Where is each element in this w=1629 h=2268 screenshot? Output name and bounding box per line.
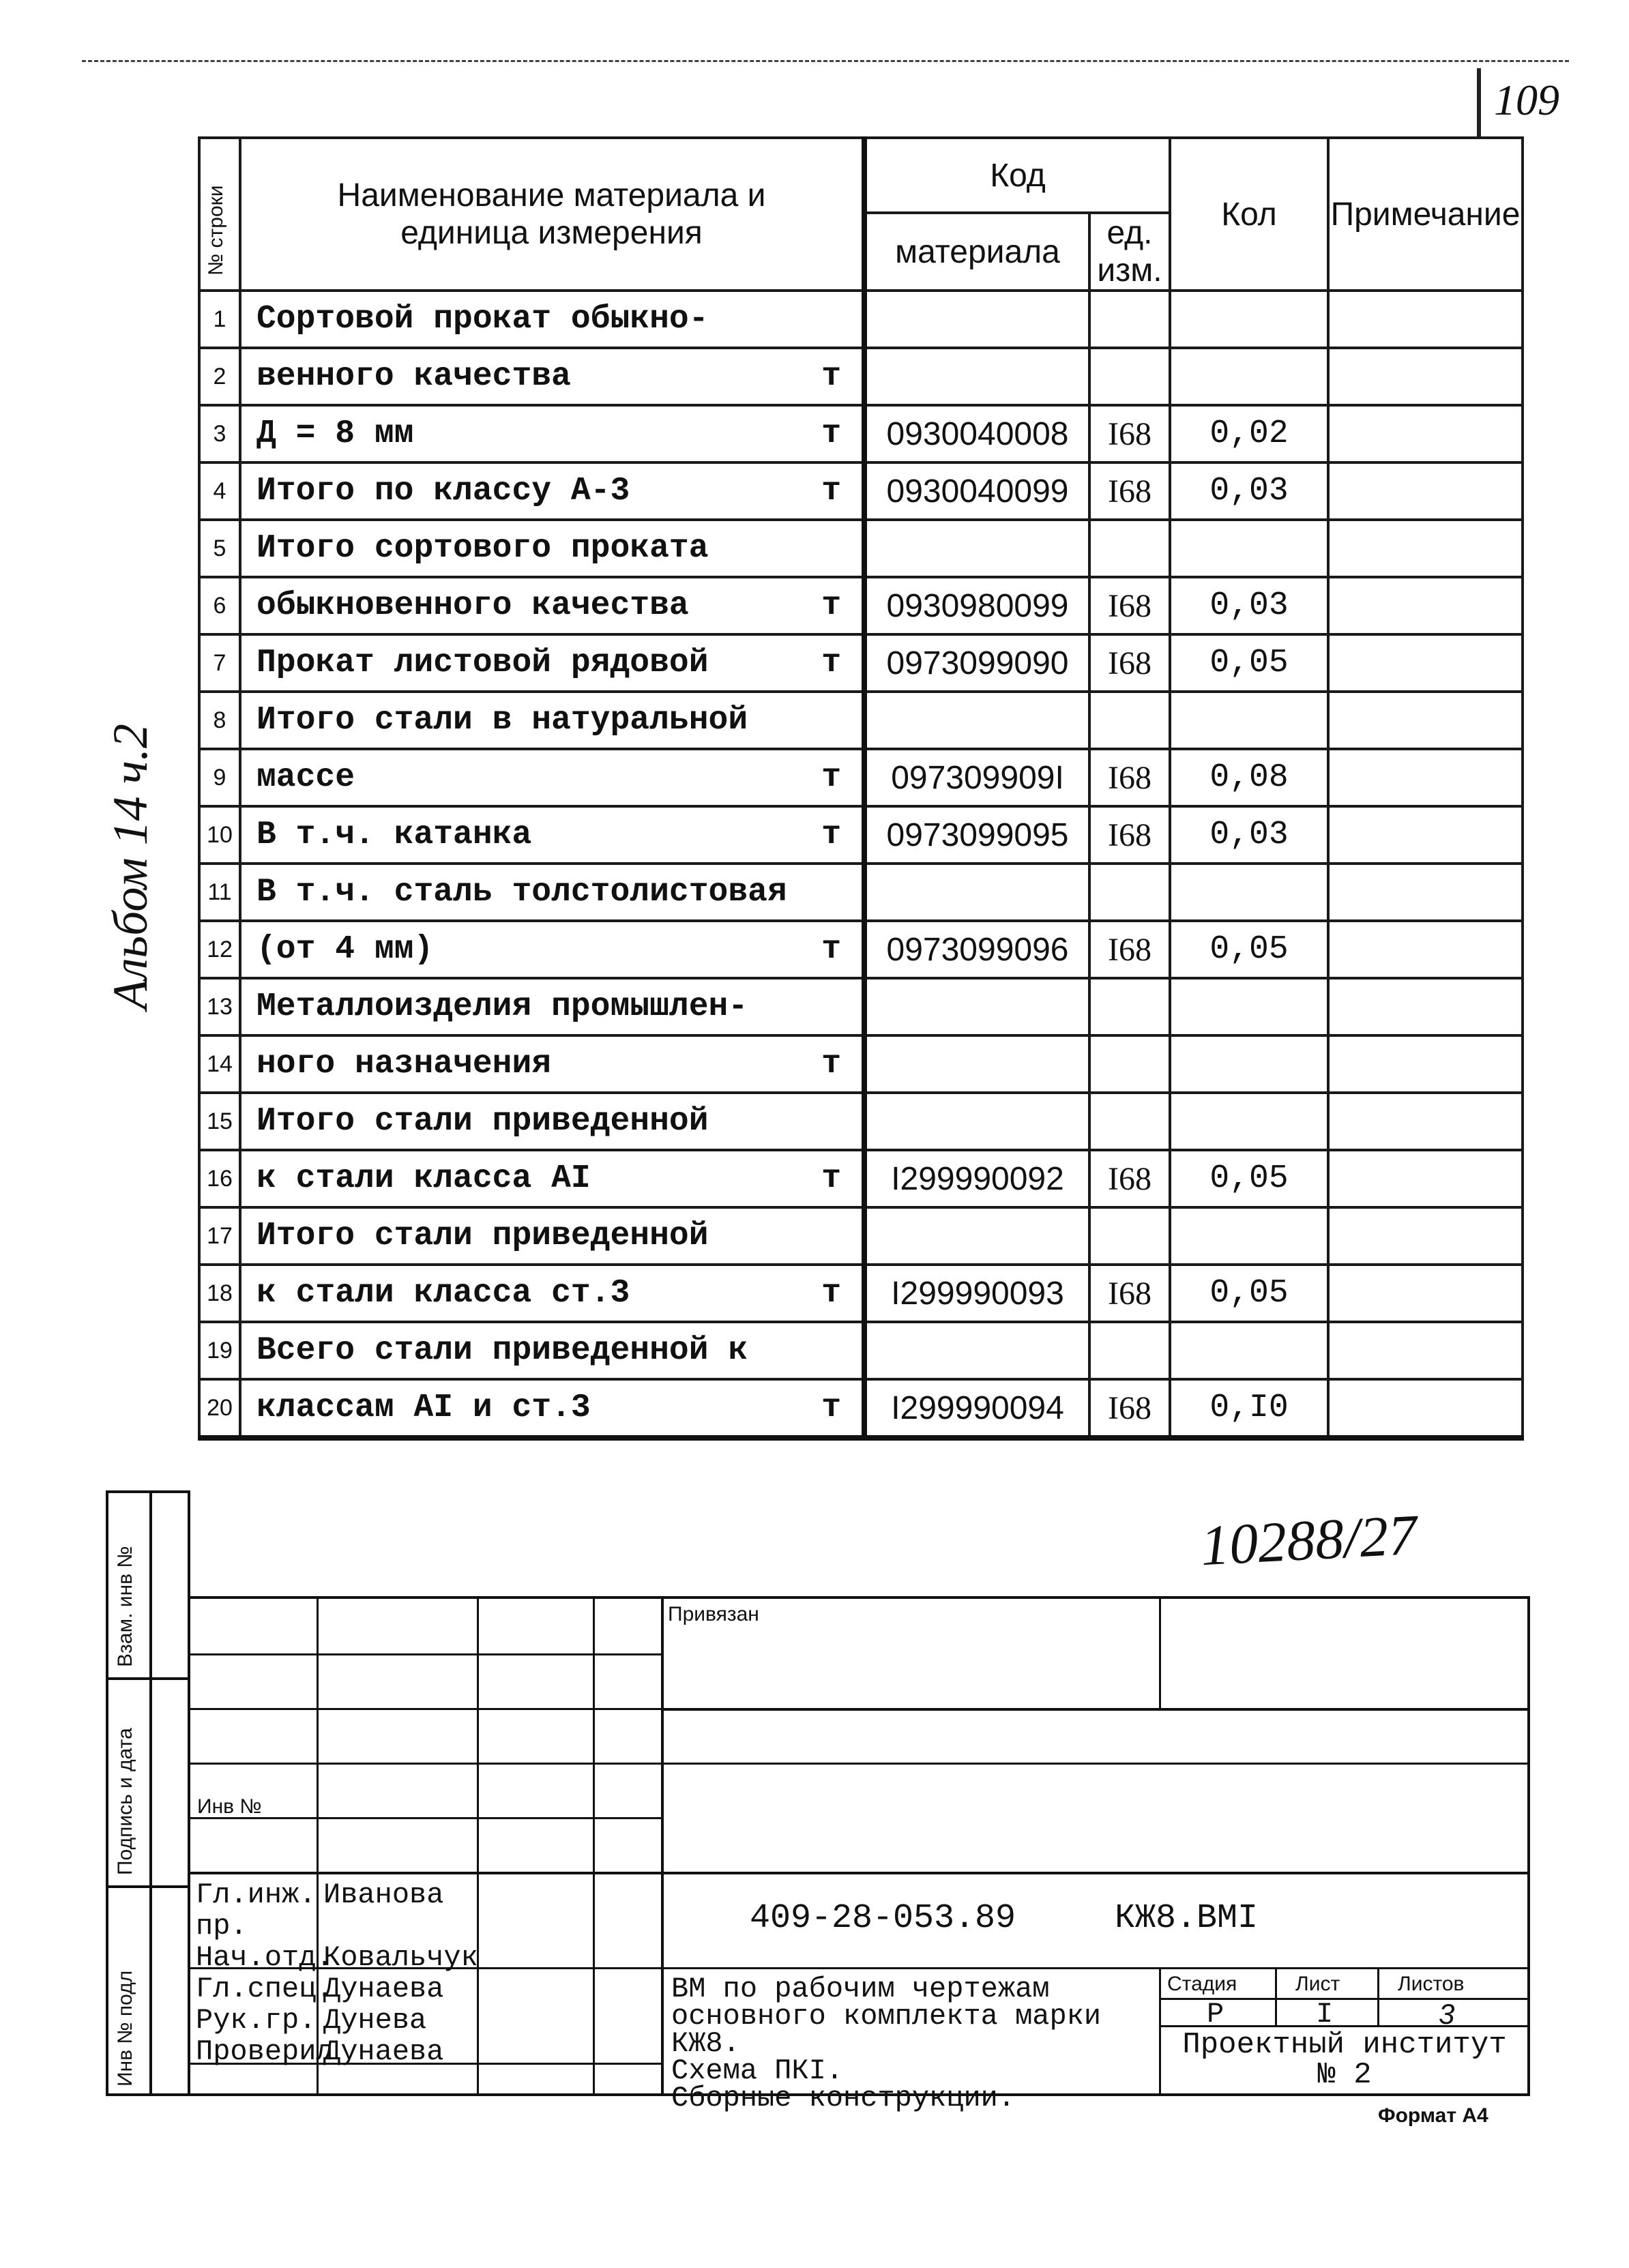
material-name-text: классам АI и ст.3	[256, 1389, 591, 1426]
note	[1328, 806, 1523, 864]
material-code: 0930040008	[864, 405, 1089, 462]
row-number: 14	[199, 1035, 240, 1093]
material-name	[240, 1150, 864, 1207]
material-name	[240, 1265, 864, 1322]
unit-of-measure: т	[821, 1046, 841, 1083]
material-name	[240, 1322, 864, 1379]
note	[1328, 864, 1523, 921]
handwritten-number: 10288/27	[1199, 1503, 1419, 1578]
row-number: 2	[199, 348, 240, 405]
note	[1328, 520, 1523, 577]
quantity	[1170, 1093, 1328, 1150]
row-number: 11	[199, 864, 240, 921]
title-line: Сборные конструкции.	[671, 2082, 1016, 2115]
table-row	[199, 806, 1523, 864]
table-row	[199, 1150, 1523, 1207]
note	[1328, 749, 1523, 806]
unit-code	[1089, 864, 1170, 921]
signatory-name: Дунаева	[323, 1973, 444, 2005]
unit-code	[1089, 348, 1170, 405]
row-number: 7	[199, 634, 240, 692]
material-code	[864, 291, 1089, 348]
label-inv: Инв № подл	[114, 1970, 136, 2087]
note	[1328, 1150, 1523, 1207]
label-vzam: Взам. инв №	[114, 1546, 136, 1667]
unit-code: I68	[1089, 634, 1170, 692]
row-number: 15	[199, 1093, 240, 1150]
material-code	[864, 692, 1089, 749]
table-row	[199, 348, 1523, 405]
note	[1328, 1035, 1523, 1093]
material-code	[864, 978, 1089, 1035]
note	[1328, 462, 1523, 520]
material-name-text: Металлоизделия промышлен-	[256, 988, 748, 1025]
unit-code: I68	[1089, 1265, 1170, 1322]
material-name-text: Итого стали приведенной	[256, 1103, 709, 1140]
doc-code: 409-28-053.89	[750, 1899, 1016, 1938]
material-name	[240, 864, 864, 921]
album-note: Альбом 14 ч.2	[103, 724, 158, 1010]
unit-of-measure: т	[821, 1275, 841, 1312]
note	[1328, 1379, 1523, 1438]
material-name-text: В т.ч. сталь толстолистовая	[256, 874, 787, 911]
row-number: 1	[199, 291, 240, 348]
quantity: 0,05	[1170, 634, 1328, 692]
material-name	[240, 405, 864, 462]
header-code-material: материала	[864, 213, 1089, 291]
signatory-name: Дунева	[323, 2004, 427, 2037]
unit-of-measure: т	[821, 473, 841, 510]
organization: Проектный институт № 2	[1182, 2028, 1507, 2092]
note	[1328, 921, 1523, 978]
material-code: I299990092	[864, 1150, 1089, 1207]
format-label: Формат А4	[1378, 2104, 1488, 2127]
material-name	[240, 1379, 864, 1438]
table-row	[199, 749, 1523, 806]
row-number: 20	[199, 1379, 240, 1438]
stage-value: Р	[1207, 1998, 1224, 2031]
material-name-text: Всего стали приведенной к	[256, 1332, 748, 1369]
page-number-box	[1477, 68, 1481, 136]
unit-code: I68	[1089, 1150, 1170, 1207]
signatory-role: Нач.отд.	[196, 1941, 334, 1974]
quantity: 0,05	[1170, 1265, 1328, 1322]
material-code	[864, 864, 1089, 921]
quantity: 0,05	[1170, 921, 1328, 978]
header-qty: Кол	[1170, 138, 1328, 291]
table-row	[199, 405, 1523, 462]
table-row	[199, 1035, 1523, 1093]
unit-code	[1089, 291, 1170, 348]
note	[1328, 1207, 1523, 1265]
unit-code: I68	[1089, 577, 1170, 634]
material-code: 0930040099	[864, 462, 1089, 520]
material-name	[240, 1035, 864, 1093]
title-line: КЖ8.	[671, 2027, 740, 2060]
material-name	[240, 291, 864, 348]
header-name: Наименование материала и единица измерения	[240, 138, 864, 291]
table-row	[199, 577, 1523, 634]
table-row	[199, 1207, 1523, 1265]
material-name	[240, 749, 864, 806]
sheet-label: Лист	[1295, 1973, 1340, 1995]
material-code	[864, 348, 1089, 405]
table-row	[199, 1379, 1523, 1438]
material-name	[240, 921, 864, 978]
signatory-role: Гл.спец.	[196, 1973, 334, 2005]
material-name-text: венного качества	[256, 358, 571, 395]
material-name	[240, 520, 864, 577]
material-code	[864, 1322, 1089, 1379]
material-name-text: к стали класса ст.3	[256, 1275, 630, 1312]
unit-of-measure: т	[821, 816, 841, 853]
note	[1328, 577, 1523, 634]
material-name	[240, 1093, 864, 1150]
material-name	[240, 806, 864, 864]
unit-code	[1089, 1207, 1170, 1265]
materials-table	[198, 136, 1524, 1441]
table-row	[199, 1322, 1523, 1379]
left-margin-frame	[106, 1490, 190, 2096]
quantity: 0,03	[1170, 577, 1328, 634]
note	[1328, 291, 1523, 348]
row-number: 3	[199, 405, 240, 462]
material-name	[240, 634, 864, 692]
sheets-label: Листов	[1398, 1973, 1465, 1995]
unit-code: I68	[1089, 806, 1170, 864]
quantity	[1170, 291, 1328, 348]
stamp-block	[188, 1596, 1530, 2115]
table-row	[199, 1265, 1523, 1322]
material-name	[240, 692, 864, 749]
quantity: 0,05	[1170, 1150, 1328, 1207]
unit-of-measure: т	[821, 759, 841, 796]
material-name-text: Итого сортового проката	[256, 530, 709, 567]
unit-of-measure: т	[821, 931, 841, 968]
row-number: 10	[199, 806, 240, 864]
sheet-value: I	[1316, 1998, 1334, 2031]
unit-of-measure: т	[821, 415, 841, 452]
table-row	[199, 291, 1523, 348]
label-podpis: Подпись и дата	[114, 1728, 136, 1875]
note	[1328, 1322, 1523, 1379]
signatory-role: Проверил	[196, 2035, 334, 2068]
row-number: 17	[199, 1207, 240, 1265]
unit-of-measure: т	[821, 645, 841, 681]
material-name-text: ного назначения	[256, 1046, 552, 1083]
unit-code	[1089, 692, 1170, 749]
quantity: 0,02	[1170, 405, 1328, 462]
stage-label: Стадия	[1167, 1973, 1237, 1995]
quantity	[1170, 1207, 1328, 1265]
note	[1328, 1093, 1523, 1150]
material-code: 0930980099	[864, 577, 1089, 634]
material-name	[240, 462, 864, 520]
material-name-text: В т.ч. катанка	[256, 816, 532, 853]
page-number: 109	[1494, 76, 1559, 124]
signatory-role: пр.	[196, 1910, 248, 1943]
title-line: ВМ по рабочим чертежам	[671, 1973, 1050, 2005]
signatory-role: Рук.гр.	[196, 2004, 317, 2037]
material-name	[240, 348, 864, 405]
title-line: Схема ПКI.	[671, 2055, 844, 2087]
row-number: 19	[199, 1322, 240, 1379]
row-number: 12	[199, 921, 240, 978]
note	[1328, 634, 1523, 692]
material-code	[864, 1035, 1089, 1093]
table-row	[199, 921, 1523, 978]
quantity: 0,03	[1170, 462, 1328, 520]
material-name-text: к стали класса АI	[256, 1160, 591, 1197]
table-row	[199, 520, 1523, 577]
quantity	[1170, 520, 1328, 577]
material-code: I299990094	[864, 1379, 1089, 1438]
material-name	[240, 978, 864, 1035]
material-name-text: Прокат листовой рядовой	[256, 645, 709, 681]
material-code	[864, 520, 1089, 577]
material-name	[240, 577, 864, 634]
material-code: 0973099096	[864, 921, 1089, 978]
table-row	[199, 1093, 1523, 1150]
table-row	[199, 634, 1523, 692]
note	[1328, 348, 1523, 405]
sheets-value: 3	[1439, 1998, 1455, 2030]
unit-code: I68	[1089, 1379, 1170, 1438]
quantity	[1170, 1322, 1328, 1379]
row-number: 5	[199, 520, 240, 577]
title-line: основного комплекта марки	[671, 2000, 1102, 2033]
quantity	[1170, 1035, 1328, 1093]
material-code: 0973099095	[864, 806, 1089, 864]
unit-code	[1089, 1093, 1170, 1150]
sheet-title	[671, 1973, 1102, 2115]
note	[1328, 1265, 1523, 1322]
table-row	[199, 462, 1523, 520]
material-name-text: массе	[256, 759, 355, 796]
table-row	[199, 978, 1523, 1035]
material-name	[240, 1207, 864, 1265]
note	[1328, 692, 1523, 749]
header-note: Примечание	[1328, 138, 1523, 291]
material-code: 0973099090	[864, 634, 1089, 692]
unit-code	[1089, 1035, 1170, 1093]
signatory-role: Гл.инж.	[196, 1879, 317, 1911]
quantity	[1170, 978, 1328, 1035]
signatory-name: Иванова	[323, 1879, 444, 1911]
quantity	[1170, 864, 1328, 921]
unit-code	[1089, 1322, 1170, 1379]
material-code: 097309909I	[864, 749, 1089, 806]
unit-code: I68	[1089, 405, 1170, 462]
quantity: 0,08	[1170, 749, 1328, 806]
row-number: 13	[199, 978, 240, 1035]
unit-code	[1089, 978, 1170, 1035]
material-code: I299990093	[864, 1265, 1089, 1322]
privyazan-label: Привязан	[668, 1603, 759, 1625]
row-number: 4	[199, 462, 240, 520]
quantity	[1170, 348, 1328, 405]
unit-of-measure: т	[821, 1160, 841, 1197]
row-number: 18	[199, 1265, 240, 1322]
material-code	[864, 1207, 1089, 1265]
table-row	[199, 864, 1523, 921]
row-number: 16	[199, 1150, 240, 1207]
unit-of-measure: т	[821, 1389, 841, 1426]
header-row-no: № строки	[199, 138, 240, 291]
note	[1328, 978, 1523, 1035]
material-name-text: Итого стали приведенной	[256, 1218, 709, 1254]
quantity: 0,I0	[1170, 1379, 1328, 1438]
unit-of-measure: т	[821, 587, 841, 624]
inv-no-label: Инв №	[197, 1795, 262, 1818]
quantity	[1170, 692, 1328, 749]
unit-of-measure: т	[821, 358, 841, 395]
material-name-text: обыкновенного качества	[256, 587, 689, 624]
row-number: 6	[199, 577, 240, 634]
unit-code: I68	[1089, 921, 1170, 978]
material-name-text: Д = 8 мм	[256, 415, 414, 452]
material-code	[864, 1093, 1089, 1150]
note	[1328, 405, 1523, 462]
header-code: Код	[864, 138, 1170, 213]
top-border	[82, 60, 1569, 62]
material-name-text: Итого по классу А-3	[256, 473, 630, 510]
doc-mark: КЖ8.ВМI	[1115, 1899, 1259, 1938]
header-code-unit: ед. изм.	[1089, 213, 1170, 291]
row-number: 8	[199, 692, 240, 749]
unit-code: I68	[1089, 749, 1170, 806]
row-number: 9	[199, 749, 240, 806]
material-name-text: Итого стали в натуральной	[256, 702, 748, 739]
material-name-text: Сортовой прокат обыкно-	[256, 301, 709, 338]
unit-code: I68	[1089, 462, 1170, 520]
signatory-name: Дунаева	[323, 2035, 444, 2068]
material-name-text: (от 4 мм)	[256, 931, 434, 968]
quantity: 0,03	[1170, 806, 1328, 864]
table-row	[199, 692, 1523, 749]
signatory-name: Ковальчук	[323, 1941, 478, 1974]
unit-code	[1089, 520, 1170, 577]
